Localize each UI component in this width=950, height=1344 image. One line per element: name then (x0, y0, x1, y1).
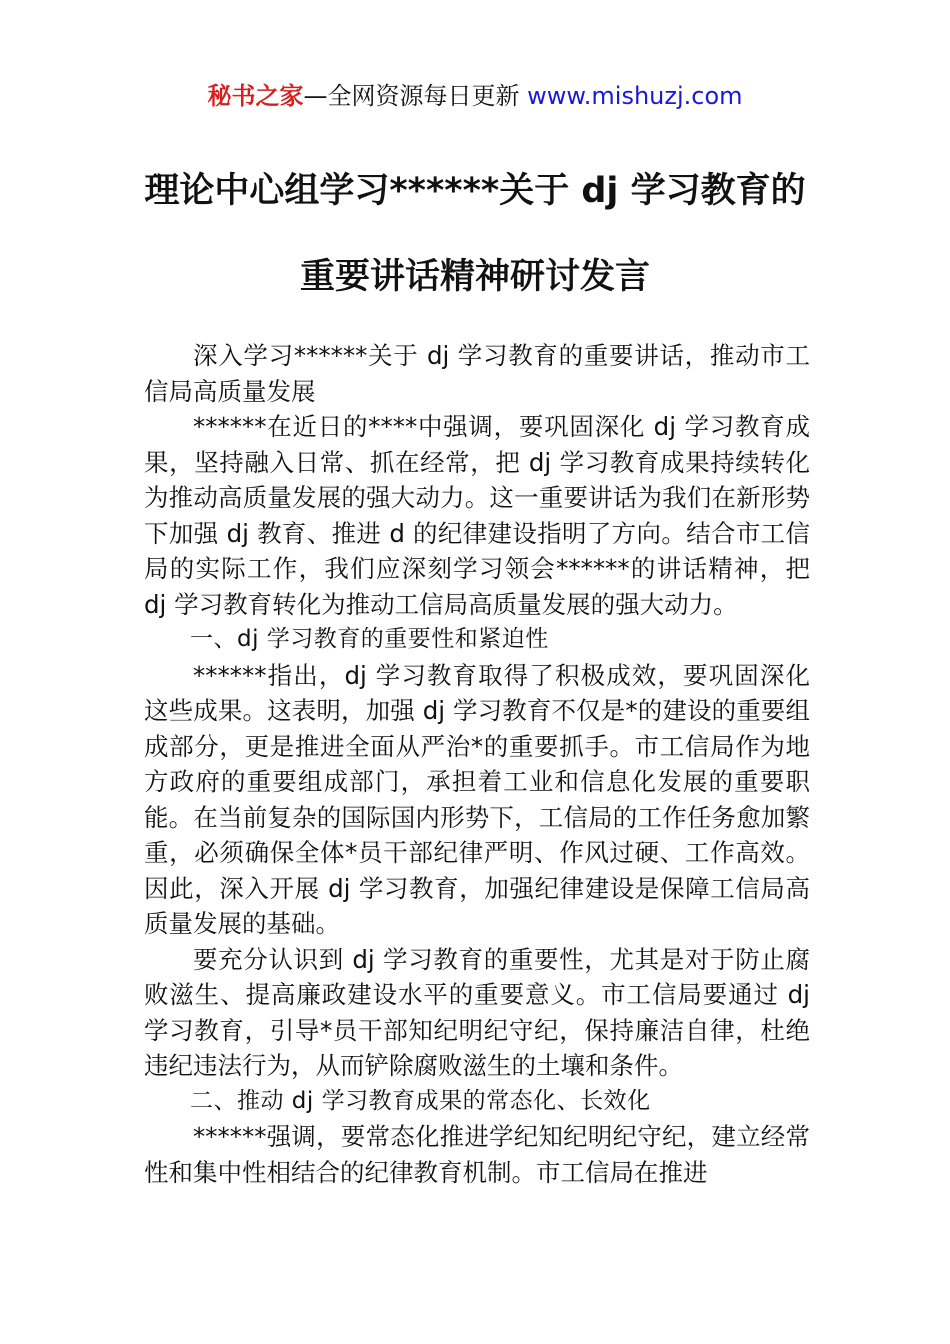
site-brand: 秘书之家 (207, 82, 304, 110)
title-line-1: 理论中心组学习******关于 dj 学习教育的 (144, 171, 806, 211)
paragraph: 要充分认识到 dj 学习教育的重要性，尤其是对于防止腐败滋生、提高廉政建设水平的重要意义。市工信局要通过 dj 学习教育，引导*员干部知纪明纪守纪，保持廉洁自律，杜绝违纪违法行为，从而铲除腐败滋生的土壤和条件。 (144, 944, 810, 1080)
paragraph-subtitle: 深入学习******关于 dj 学习教育的重要讲话，推动市工信局高质量发展 (144, 341, 810, 406)
document-body (144, 338, 810, 1190)
site-banner (0, 80, 950, 112)
site-tagline: —全网资源每日更新 (303, 82, 520, 110)
section-heading-2: 二、推动 dj 学习教育成果的常态化、长效化 (190, 1087, 651, 1114)
title-line-2: 重要讲话精神研讨发言 (299, 257, 650, 297)
section-heading-1: 一、dj 学习教育的重要性和紧迫性 (190, 626, 549, 652)
paragraph: ******指出，dj 学习教育取得了积极成效，要巩固深化这些成果。这表明，加强 dj 学习教育不仅是*的建设的重要组成部分，更是推进全面从严治*的重要抓手。市工信局作为地方政府的重要组成部门，承担着工业和信息化发展的重要职能。在当前复杂的国际国内形势下，工信局的工作任务愈加繁重，必须确保全体*员干部纪律严明、作风过硬、工作高效。因此，深入开展 dj 学习教育，加强纪律建设是保障工信局高质量发展的基础。 (144, 660, 810, 938)
paragraph: ******在近日的****中强调，要巩固深化 dj 学习教育成果，坚持融入日常、抓在经常，把 dj 学习教育成果持续转化为推动高质量发展的强大动力。这一重要讲话为我们在新形势下加强 dj 教育、推进 d 的纪律建设指明了方向。结合市工信局的实际工作，我们应深刻学习领会******的讲话精神，把 dj 学习教育转化为推动工信局高质量发展的强大动力。 (144, 412, 810, 619)
site-url-link[interactable]: www.mishuzj.com (527, 82, 743, 110)
paragraph: ******强调，要常态化推进学纪知纪明纪守纪，建立经常性和集中性相结合的纪律教育机制。市工信局在推进 (144, 1122, 810, 1187)
document-title (0, 172, 950, 296)
